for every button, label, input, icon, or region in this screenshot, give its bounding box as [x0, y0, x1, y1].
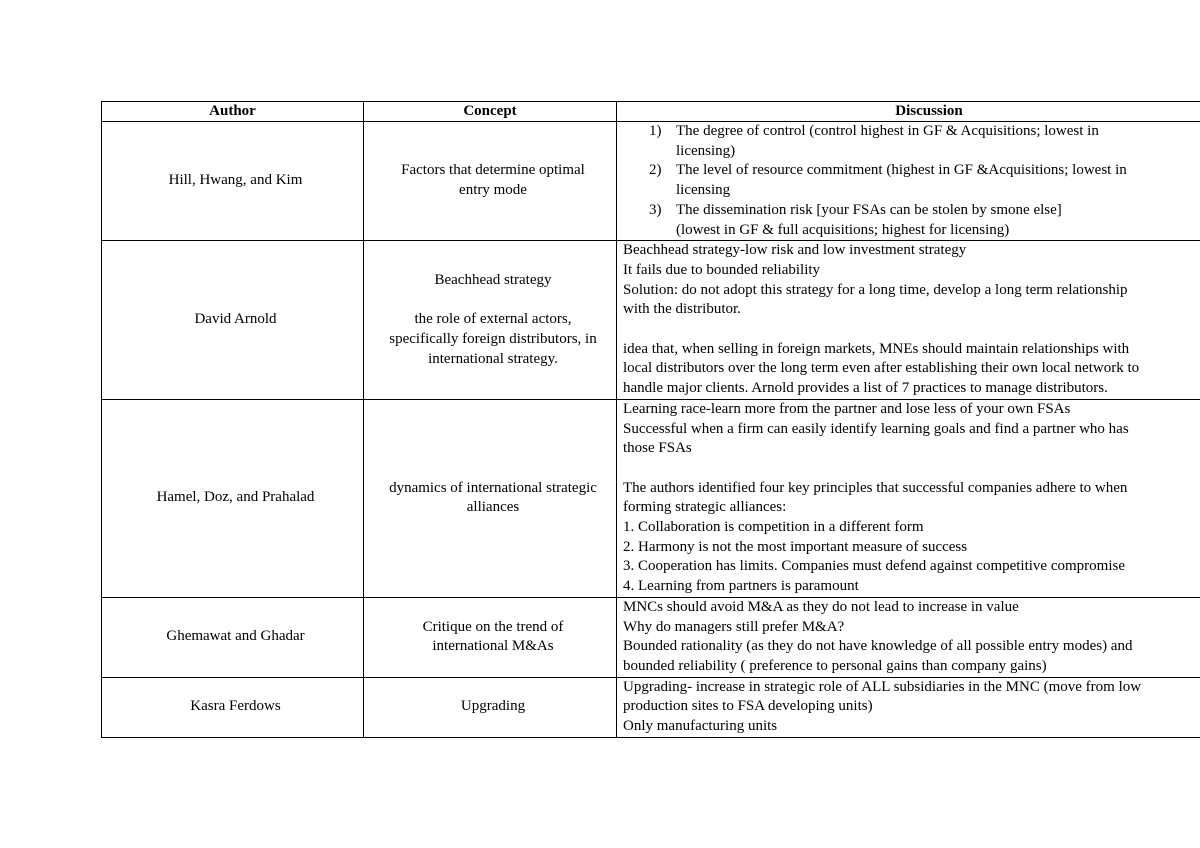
concept-line: international strategy.: [428, 350, 558, 367]
discussion-cell: [617, 241, 1200, 400]
item-text-continued: (lowest in GF & full acquisitions; highest for licensing): [676, 221, 1010, 238]
author-cell: David Arnold: [102, 241, 364, 400]
discussion-line: handle major clients. Arnold provides a list of 7 practices to manage distributors.: [623, 380, 1108, 397]
discussion-line: Beachhead strategy-low risk and low investment strategy: [623, 242, 967, 259]
discussion-line: production sites to FSA developing units): [623, 698, 873, 715]
discussion-line: local distributors over the long term even after establishing their own local network to: [623, 360, 1140, 377]
item-number: 3): [649, 201, 662, 218]
table-row: [102, 597, 1200, 677]
concept-cell: [364, 399, 617, 597]
discussion-line: those FSAs: [623, 440, 692, 457]
discussion-blank-line: [623, 320, 1200, 340]
author-cell: Kasra Ferdows: [102, 677, 364, 737]
discussion-line: It fails due to bounded reliability: [623, 261, 821, 278]
concept-line: Critique on the trend of: [422, 618, 564, 635]
concept-line: the role of external actors,: [414, 311, 572, 328]
discussion-line: Solution: do not adopt this strategy for a long time, develop a long term relationship: [623, 281, 1128, 298]
literature-table: [101, 101, 1200, 738]
discussion-line: 4. Learning from partners is paramount: [623, 578, 859, 595]
concept-line: international M&As: [432, 638, 554, 655]
numbered-item: [623, 161, 1200, 181]
numbered-item: [623, 122, 1200, 142]
author-cell: Ghemawat and Ghadar: [102, 597, 364, 677]
item-number: 1): [649, 123, 662, 139]
discussion-line: 2. Harmony is not the most important measure of success: [623, 538, 968, 555]
item-text-continued: licensing): [676, 142, 736, 159]
table-row: [102, 399, 1200, 597]
discussion-cell: [617, 597, 1200, 677]
discussion-line: Only manufacturing units: [623, 718, 778, 735]
concept-line: dynamics of international strategic: [389, 479, 597, 496]
header-row: [102, 102, 1200, 122]
concept-cell: [364, 597, 617, 677]
header-author: Author: [102, 102, 364, 122]
table-row: [102, 677, 1200, 737]
discussion-line: idea that, when selling in foreign markets, MNEs should maintain relationships with: [623, 340, 1130, 357]
table-row: [102, 241, 1200, 400]
item-text: The degree of control (control highest in GF & Acquisitions; lowest in: [676, 123, 1099, 139]
header-concept: Concept: [364, 102, 617, 122]
header-discussion: Discussion: [617, 102, 1200, 122]
item-number: 2): [649, 162, 662, 179]
numbered-item: [623, 201, 1200, 221]
concept-line: specifically foreign distributors, in: [389, 330, 597, 347]
discussion-cell: [617, 122, 1200, 241]
table-row: [102, 122, 1200, 241]
discussion-line: Bounded rationality (as they do not have knowledge of all possible entry modes) and: [623, 638, 1133, 655]
discussion-line: bounded reliability ( preference to personal gains than company gains): [623, 657, 1047, 674]
concept-line: entry mode: [459, 182, 527, 199]
discussion-line: Learning race-learn more from the partner and lose less of your own FSAs: [623, 400, 1071, 417]
discussion-line: Why do managers still prefer M&A?: [623, 618, 845, 635]
discussion-line: MNCs should avoid M&A as they do not lead to increase in value: [623, 598, 1019, 615]
discussion-cell: [617, 677, 1200, 737]
concept-line: Beachhead strategy: [434, 271, 552, 288]
discussion-line: 1. Collaboration is competition in a different form: [623, 519, 924, 536]
discussion-line: 3. Cooperation has limits. Companies must defend against competitive compromise: [623, 558, 1125, 575]
concept-line: alliances: [466, 499, 520, 516]
item-text-continued: licensing: [676, 182, 731, 199]
item-text: The dissemination risk [your FSAs can be stolen by smone else]: [676, 201, 1062, 218]
concept-cell: [364, 677, 617, 737]
concept-cell: [364, 241, 617, 400]
concept-line: Upgrading: [460, 698, 526, 715]
concept-line: Factors that determine optimal: [401, 162, 585, 179]
discussion-line: Upgrading- increase in strategic role of ALL subsidiaries in the MNC (move from low: [623, 678, 1142, 695]
discussion-blank-line: [623, 459, 1200, 479]
discussion-line: forming strategic alliances:: [623, 499, 787, 516]
item-text: The level of resource commitment (highest in GF &Acquisitions; lowest in: [676, 162, 1127, 179]
author-cell: Hamel, Doz, and Prahalad: [102, 399, 364, 597]
concept-blank-line: [370, 290, 616, 310]
discussion-cell: [617, 399, 1200, 597]
discussion-line: with the distributor.: [623, 301, 741, 318]
discussion-line: The authors identified four key principles that successful companies adhere to when: [623, 479, 1128, 496]
discussion-line: Successful when a firm can easily identify learning goals and find a partner who has: [623, 420, 1129, 437]
author-cell: Hill, Hwang, and Kim: [102, 122, 364, 241]
concept-cell: [364, 122, 617, 241]
